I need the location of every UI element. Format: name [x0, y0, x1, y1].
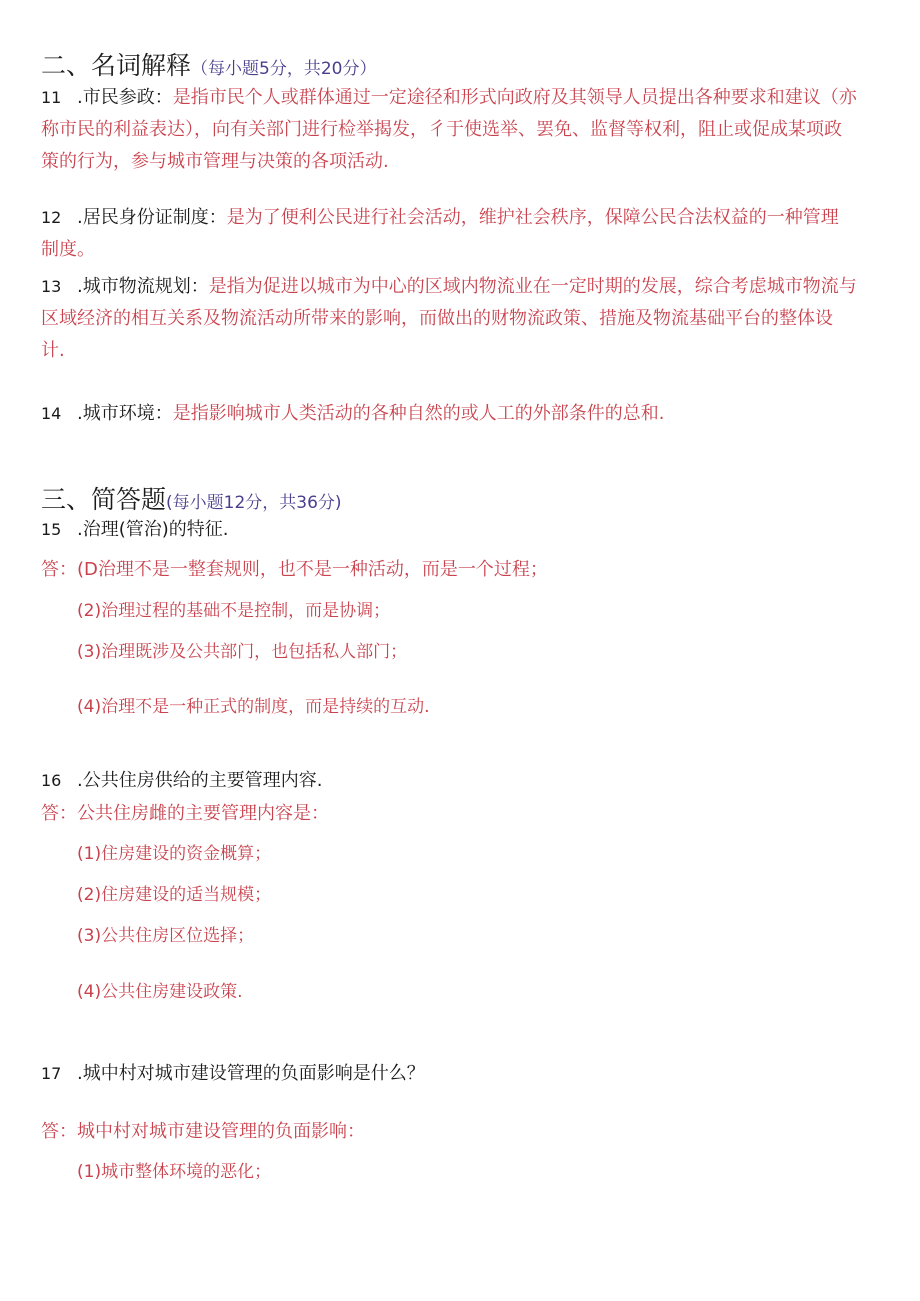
section-2-note: （每小题5分，共20分）: [191, 59, 377, 79]
item-number: 14: [41, 404, 62, 423]
answer-point: (2)住房建设的适当规模；: [77, 885, 272, 905]
section-2-heading: [41, 46, 883, 82]
question-number: 15: [41, 520, 62, 539]
answer-point: (1)住房建设的资金概算；: [77, 844, 272, 864]
item-14: [41, 398, 883, 430]
item-13: [41, 271, 883, 367]
item-term: .城市物流规划：: [77, 276, 209, 297]
item-definition-cont: 区域经济的相互关系及物流活动所带来的影响，而做出的财物流政策、措施及物流基础平台的整体设: [41, 308, 833, 329]
item-12: [41, 202, 883, 266]
question-number: 17: [41, 1064, 62, 1083]
item-definition: 是指为促进以城市为中心的区域内物流业在一定时期的发展，综合考虑城市物流与: [208, 276, 857, 297]
answer-16-lead: 答：公共住房雌的主要管理内容是：: [41, 803, 329, 824]
item-definition-cont: 策的行为，参与城市管理与决策的各项活动.: [41, 151, 389, 172]
question-number: 16: [41, 771, 62, 790]
item-term: .市民参政：: [77, 87, 173, 108]
question-17: [41, 1058, 883, 1090]
item-definition-cont: 制度。: [41, 239, 95, 260]
answer-point: (3)公共住房区位选择；: [77, 926, 255, 946]
item-11: [41, 82, 883, 178]
question-text: .治理(管治)的特征.: [77, 519, 229, 540]
answer-point: (D治理不是一整套规则，也不是一种活动，而是一个过程；: [77, 559, 548, 580]
item-definition: 是指影响城市人类活动的各种自然的或人工的外部条件的总和.: [172, 403, 665, 424]
answer-point: (4)公共住房建设政策.: [77, 982, 243, 1002]
item-term: .居民身份证制度：: [77, 207, 227, 228]
section-3-heading: [41, 480, 883, 516]
item-number: 12: [41, 208, 62, 227]
answer-15-lead: [41, 554, 548, 586]
item-number: 11: [41, 88, 62, 107]
answer-point: (2)治理过程的基础不是控制，而是协调；: [77, 601, 391, 621]
section-3-note: (每小题12分，共36分): [166, 493, 342, 513]
item-definition: 是指市民个人或群体通过一定途径和形式向政府及其领导人员提出各种要求和建议（亦: [172, 87, 857, 108]
question-text: .公共住房供给的主要管理内容.: [77, 770, 323, 791]
answer-point: (1)城市整体环境的恶化；: [77, 1162, 272, 1182]
section-2-title: 二、名词解释: [41, 51, 192, 80]
item-definition-cont: 计.: [41, 340, 65, 361]
question-16: [41, 765, 883, 797]
question-text: .城中村对城市建设管理的负面影响是什么？: [77, 1063, 425, 1084]
item-definition-cont: 称市民的利益表达），向有关部门进行检举揭发，彳于使选举、罢免、监督等权利，阻止或促成某项政: [41, 119, 842, 140]
answer-lead: 答：: [41, 559, 77, 580]
question-15: [41, 514, 883, 546]
answer-point: (3)治理既涉及公共部门，也包括私人部门；: [77, 642, 408, 662]
item-number: 13: [41, 277, 62, 296]
item-definition: 是为了便利公民进行社会活动，维护社会秩序，保障公民合法权益的一种管理: [226, 207, 839, 228]
answer-17-lead: 答：城中村对城市建设管理的负面影响：: [41, 1121, 365, 1142]
section-3-title: 三、简答题: [41, 485, 167, 514]
item-term: .城市环境：: [77, 403, 173, 424]
answer-point: (4)治理不是一种正式的制度，而是持续的互动.: [77, 697, 430, 717]
